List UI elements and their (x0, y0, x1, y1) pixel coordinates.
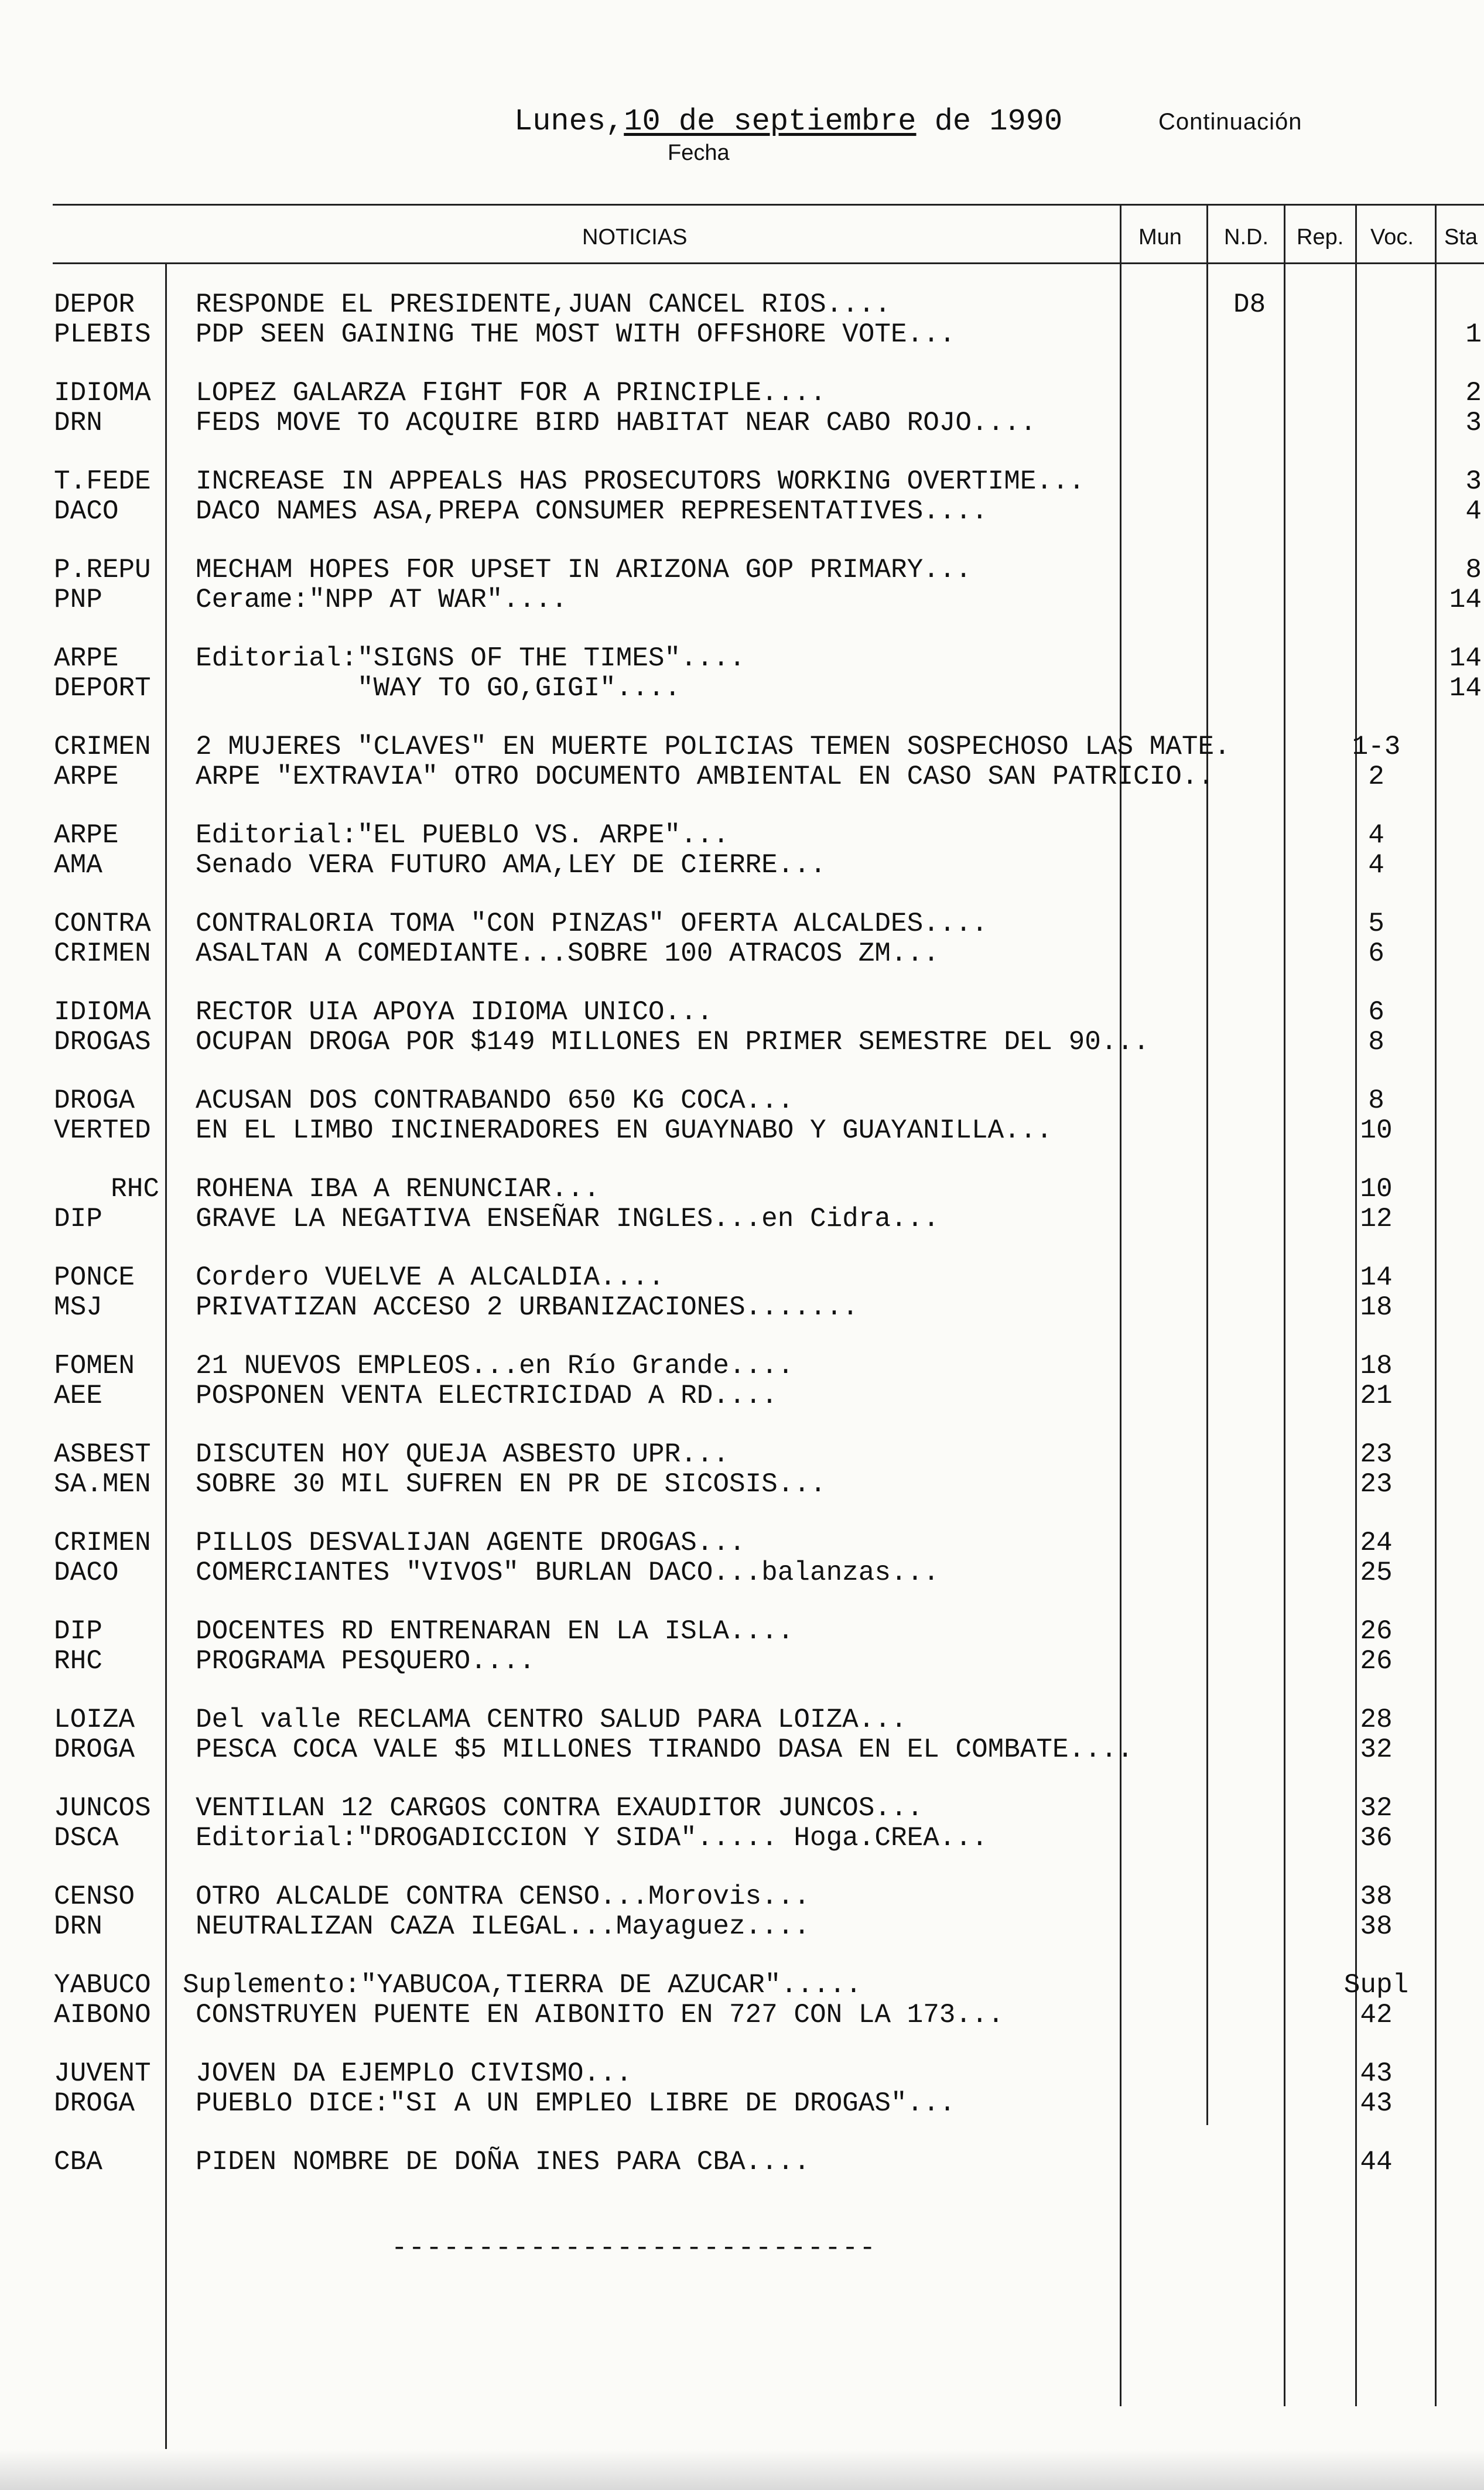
col-header-voc: Voc. (1370, 225, 1414, 250)
row-section-code: DACO (54, 1557, 119, 1588)
row-headline: 2 MUJERES "CLAVES" EN MUERTE POLICIAS TEMEN SOSPECHOSO LAS MATE. (196, 732, 1230, 762)
row-headline: Cordero VUELVE A ALCALDIA.... (196, 1262, 665, 1293)
row-voc-page: 18 (1360, 1351, 1393, 1381)
row-voc-page: 44 (1360, 2147, 1393, 2177)
row-headline: ROHENA IBA A RENUNCIAR... (196, 1174, 600, 1204)
row-headline: CONSTRUYEN PUENTE EN AIBONITO EN 727 CON LA 173... (196, 2000, 1004, 2030)
row-section-code: SA.MEN (54, 1469, 151, 1500)
row-voc-page: 26 (1360, 1646, 1393, 1676)
row-section-code: CRIMEN (54, 938, 151, 969)
row-headline: RECTOR UIA APOYA IDIOMA UNICO... (196, 997, 713, 1027)
row-section-code: DIP (54, 1204, 102, 1234)
row-voc-page: 43 (1360, 2088, 1393, 2119)
row-voc-page: Supl (1343, 1970, 1409, 2000)
row-sta-page: 8 (1465, 555, 1482, 585)
row-sta-page: 3 (1465, 466, 1482, 497)
row-headline: DACO NAMES ASA,PREPA CONSUMER REPRESENTATIVES.... (196, 496, 988, 527)
row-section-code: RHC (54, 1646, 102, 1676)
row-section-code: PLEBIS (54, 319, 151, 350)
row-headline: JOVEN DA EJEMPLO CIVISMO... (196, 2058, 632, 2089)
row-voc-page: 1-3 (1352, 732, 1401, 762)
row-headline: POSPONEN VENTA ELECTRICIDAD A RD.... (196, 1381, 778, 1411)
row-voc-page: 10 (1360, 1174, 1393, 1204)
row-voc-page: 43 (1360, 2058, 1393, 2089)
row-voc-page: 23 (1360, 1439, 1393, 1470)
row-headline: Editorial:"EL PUEBLO VS. ARPE"... (196, 820, 729, 851)
table-header-rule (53, 262, 1484, 264)
row-headline: 21 NUEVOS EMPLEOS...en Río Grande.... (196, 1351, 794, 1381)
row-headline: "WAY TO GO,GIGI".... (196, 673, 681, 703)
row-headline: ARPE "EXTRAVIA" OTRO DOCUMENTO AMBIENTAL EN CASO SAN PATRICIO.. (196, 761, 1215, 792)
row-headline: Editorial:"SIGNS OF THE TIMES".... (196, 643, 746, 674)
row-section-code: YABUCO (54, 1970, 151, 2000)
row-section-code: DIP (54, 1616, 102, 1647)
row-sta-page: 14 (1449, 643, 1482, 674)
row-section-code: IDIOMA (54, 997, 151, 1027)
row-voc-page: 38 (1360, 1911, 1393, 1942)
row-headline: PUEBLO DICE:"SI A UN EMPLEO LIBRE DE DROGAS"... (196, 2088, 956, 2119)
row-section-code: CRIMEN (54, 1528, 151, 1558)
row-section-code: LOIZA (54, 1705, 135, 1735)
row-voc-page: 6 (1368, 938, 1384, 969)
row-headline: OCUPAN DROGA POR $149 MILLONES EN PRIMER SEMESTRE DEL 90... (196, 1027, 1150, 1057)
row-headline: Suplemento:"YABUCOA,TIERRA DE AZUCAR"..... (183, 1970, 862, 2000)
row-voc-page: 28 (1360, 1705, 1393, 1735)
row-headline: FEDS MOVE TO ACQUIRE BIRD HABITAT NEAR CABO ROJO.... (196, 408, 1037, 438)
row-headline: Del valle RECLAMA CENTRO SALUD PARA LOIZA... (196, 1705, 907, 1735)
scan-shadow (0, 2449, 1484, 2490)
row-section-code: DROGAS (54, 1027, 151, 1057)
date-suffix: de 1990 (916, 104, 1063, 139)
row-voc-page: 38 (1360, 1881, 1393, 1912)
row-headline: LOPEZ GALARZA FIGHT FOR A PRINCIPLE.... (196, 378, 826, 408)
row-headline: GRAVE LA NEGATIVA ENSEÑAR INGLES...en Cidra... (196, 1204, 939, 1234)
row-sta-page: 1 (1465, 319, 1482, 350)
row-voc-page: 14 (1360, 1262, 1393, 1293)
row-sta-page: 2 (1465, 378, 1482, 408)
row-headline: INCREASE IN APPEALS HAS PROSECUTORS WORKING OVERTIME... (196, 466, 1085, 497)
row-headline: PESCA COCA VALE $5 MILLONES TIRANDO DASA EN EL COMBATE.... (196, 1734, 1134, 1765)
row-section-code: T.FEDE (54, 466, 151, 497)
row-section-code: ARPE (54, 643, 119, 674)
row-section-code: VERTED (54, 1115, 151, 1146)
row-section-code: CBA (54, 2147, 102, 2177)
col-header-sta: Sta (1444, 225, 1478, 250)
row-headline: SOBRE 30 MIL SUFREN EN PR DE SICOSIS... (196, 1469, 826, 1500)
row-section-code: MSJ (54, 1292, 102, 1323)
date-line (514, 104, 1062, 139)
row-voc-page: 12 (1360, 1204, 1393, 1234)
row-headline: PILLOS DESVALIJAN AGENTE DROGAS... (196, 1528, 746, 1558)
row-headline: COMERCIANTES "VIVOS" BURLAN DACO...balanzas... (196, 1557, 939, 1588)
row-voc-page: 36 (1360, 1823, 1393, 1853)
col-header-nd: N.D. (1224, 225, 1268, 250)
row-voc-page: 25 (1360, 1557, 1393, 1588)
row-voc-page: 2 (1368, 761, 1384, 792)
col-divider-nd (1206, 204, 1208, 2125)
date-prefix: Lunes, (514, 104, 624, 139)
row-voc-page: 4 (1368, 850, 1384, 880)
row-section-code: DROGA (54, 1085, 135, 1116)
col-header-rep: Rep. (1297, 225, 1344, 250)
row-section-code: JUVENT (54, 2058, 151, 2089)
row-headline: DISCUTEN HOY QUEJA ASBESTO UPR... (196, 1439, 729, 1470)
row-section-code: AMA (54, 850, 102, 880)
row-section-code: JUNCOS (54, 1793, 151, 1823)
row-sta-page: 4 (1465, 496, 1482, 527)
row-voc-page: 32 (1360, 1793, 1393, 1823)
table-top-rule (53, 204, 1484, 206)
row-section-code: AEE (54, 1381, 102, 1411)
row-voc-page: 6 (1368, 997, 1384, 1027)
row-section-code: AIBONO (54, 2000, 151, 2030)
col-header-mun: Mun (1138, 225, 1182, 250)
row-section-code: ASBEST (54, 1439, 151, 1470)
row-headline: MECHAM HOPES FOR UPSET IN ARIZONA GOP PRIMARY... (196, 555, 972, 585)
col-divider-rep (1284, 204, 1285, 2406)
row-section-code: DROGA (54, 1734, 135, 1765)
col-divider-mun (1120, 204, 1121, 2406)
row-headline: ACUSAN DOS CONTRABANDO 650 KG COCA... (196, 1085, 794, 1116)
continuation-label: Continuación (1158, 109, 1302, 135)
row-headline: PROGRAMA PESQUERO.... (196, 1646, 535, 1676)
row-section-code: DACO (54, 496, 119, 527)
col-divider-section (165, 262, 167, 2465)
row-section-code: DSCA (54, 1823, 119, 1853)
row-voc-page: 42 (1360, 2000, 1393, 2030)
row-section-code: P.REPU (54, 555, 151, 585)
row-section-code: PNP (54, 585, 102, 615)
row-section-code: DRN (54, 408, 102, 438)
row-headline: RESPONDE EL PRESIDENTE,JUAN CANCEL RIOS.... (196, 289, 891, 320)
row-section-code: CRIMEN (54, 732, 151, 762)
row-headline: EN EL LIMBO INCINERADORES EN GUAYNABO Y GUAYANILLA... (196, 1115, 1053, 1146)
row-voc-page: 23 (1360, 1469, 1393, 1500)
row-voc-page: 4 (1368, 820, 1384, 851)
row-voc-page: 24 (1360, 1528, 1393, 1558)
row-section-code: CENSO (54, 1881, 135, 1912)
row-headline: ASALTAN A COMEDIANTE...SOBRE 100 ATRACOS ZM... (196, 938, 939, 969)
row-voc-page: 5 (1368, 908, 1384, 939)
row-voc-page: 18 (1360, 1292, 1393, 1323)
date-underlined: 10 de septiembre (624, 104, 917, 139)
row-headline: Cerame:"NPP AT WAR".... (196, 585, 567, 615)
row-section-code: IDIOMA (54, 378, 151, 408)
row-section-code: PONCE (54, 1262, 135, 1293)
row-section-code: DEPOR (54, 289, 135, 320)
row-voc-page: 8 (1368, 1085, 1384, 1116)
row-sta-page: 3 (1465, 408, 1482, 438)
row-sta-page: 14 (1449, 673, 1482, 703)
row-headline: PRIVATIZAN ACCESO 2 URBANIZACIONES....... (196, 1292, 859, 1323)
row-headline: CONTRALORIA TOMA "CON PINZAS" OFERTA ALCALDES.... (196, 908, 988, 939)
row-section-code: CONTRA (54, 908, 151, 939)
row-section-code: FOMEN (54, 1351, 135, 1381)
row-headline: NEUTRALIZAN CAZA ILEGAL...Mayaguez.... (196, 1911, 810, 1942)
row-headline: DOCENTES RD ENTRENARAN EN LA ISLA.... (196, 1616, 794, 1647)
row-section-code: ARPE (54, 820, 119, 851)
row-sta-page: 14 (1449, 585, 1482, 615)
row-headline: PIDEN NOMBRE DE DOÑA INES PARA CBA.... (196, 2147, 810, 2177)
col-header-noticias: NOTICIAS (582, 225, 688, 250)
row-section-code: DRN (54, 1911, 102, 1942)
date-caption: Fecha (668, 141, 730, 165)
row-headline: Senado VERA FUTURO AMA,LEY DE CIERRE... (196, 850, 826, 880)
row-headline: Editorial:"DROGADICCION Y SIDA"..... Hoga.CREA... (196, 1823, 988, 1853)
row-voc-page: 10 (1360, 1115, 1393, 1146)
row-voc-page: 26 (1360, 1616, 1393, 1647)
row-nd-value: D8 (1233, 289, 1266, 320)
footer-rule: ---------------------------- (391, 2233, 877, 2263)
row-voc-page: 32 (1360, 1734, 1393, 1765)
col-divider-sta (1435, 204, 1437, 2406)
row-headline: VENTILAN 12 CARGOS CONTRA EXAUDITOR JUNCOS... (196, 1793, 924, 1823)
row-headline: PDP SEEN GAINING THE MOST WITH OFFSHORE VOTE... (196, 319, 956, 350)
row-headline: OTRO ALCALDE CONTRA CENSO...Morovis... (196, 1881, 810, 1912)
row-section-code: DEPORT (54, 673, 151, 703)
row-section-code: ARPE (54, 761, 119, 792)
row-section-code: RHC (111, 1174, 159, 1204)
row-voc-page: 8 (1368, 1027, 1384, 1057)
row-section-code: DROGA (54, 2088, 135, 2119)
row-voc-page: 21 (1360, 1381, 1393, 1411)
